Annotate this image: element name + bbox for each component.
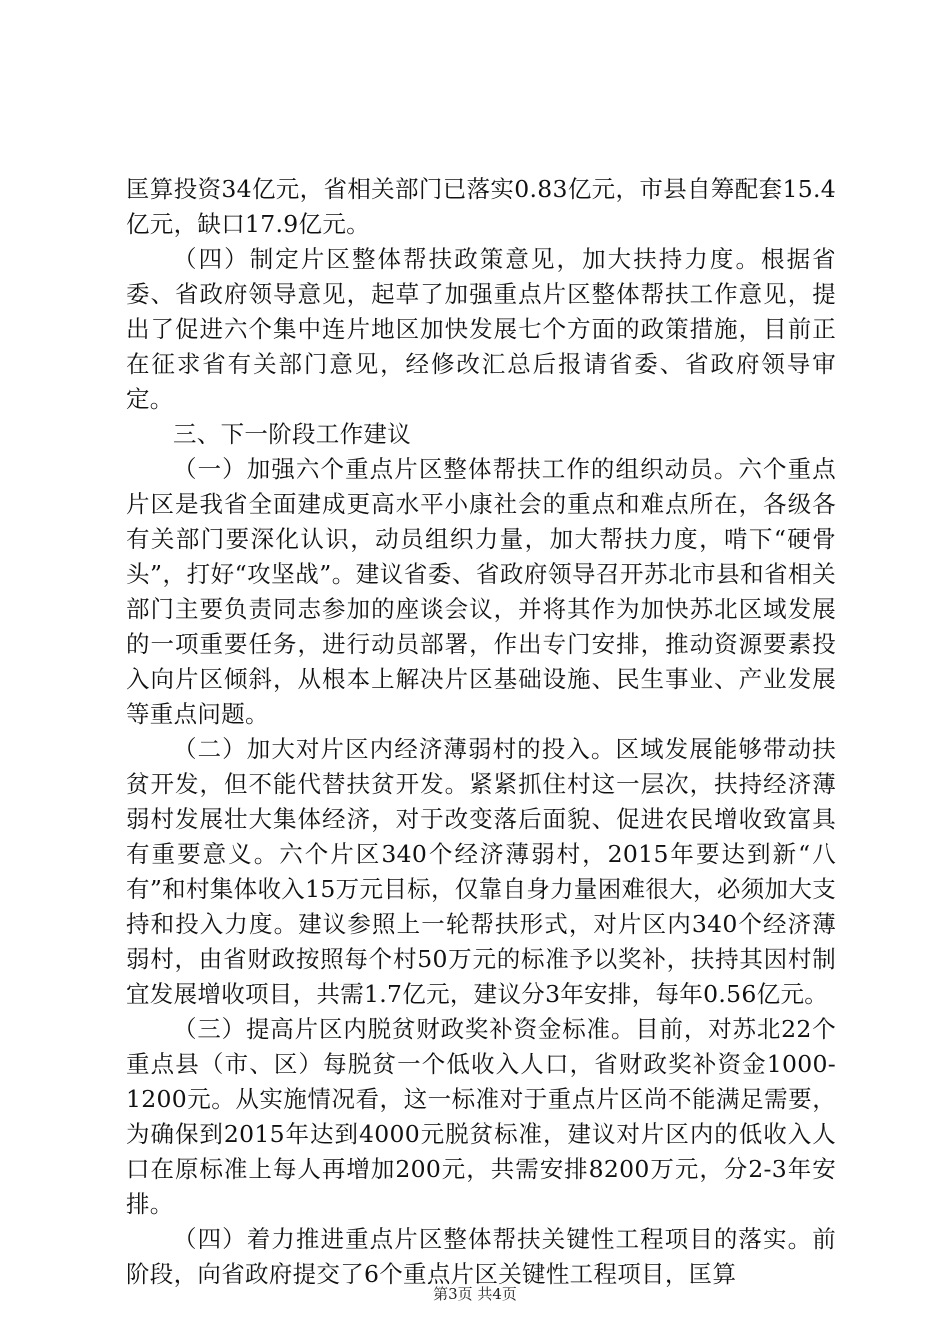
paragraph-suggestion-2: （二）加大对片区内经济薄弱村的投入。区域发展能够带动扶贫开发，但不能代替扶贫开发。紧紧抓住村这一层次，扶持经济薄弱村发展壮大集体经济，对于改变落后面貌、促进农民增收致富具有重要意义。六个片区340个经济薄弱村，2015年要达到新“八有”和村集体收入15万元目标，仅靠自身力量困难很大，必须加大支持和投入力度。建议参照上一轮帮扶形式，对片区内340个经济薄弱村，由省财政按照每个村50万元的标准予以奖补，扶持其因村制宜发展增收项目，共需1.7亿元，建议分3年安排，每年0.56亿元。 xyxy=(126,735,836,1008)
paragraph-section-4-policy: （四）制定片区整体帮扶政策意见，加大扶持力度。根据省委、省政府领导意见，起草了加强重点片区整体帮扶工作意见，提出了促进六个集中连片地区加快发展七个方面的政策措施，目前正在征求省有关部门意见，经修改汇总后报请省委、省政府领导审定。 xyxy=(126,245,836,413)
paragraph-suggestion-1: （一）加强六个重点片区整体帮扶工作的组织动员。六个重点片区是我省全面建成更高水平小康社会的重点和难点所在，各级各有关部门要深化认识，动员组织力量，加大帮扶力度，啃下“硬骨头”，打好“攻坚战”。建议省委、省政府领导召开苏北市县和省相关部门主要负责同志参加的座谈会议，并将其作为加快苏北区域发展的一项重要任务，进行动员部署，作出专门安排，推动资源要素投入向片区倾斜，从根本上解决片区基础设施、民生事业、产业发展等重点问题。 xyxy=(126,455,836,728)
document-body xyxy=(126,172,836,1292)
paragraph-continuation: 匡算投资34亿元，省相关部门已落实0.83亿元，市县自筹配套15.4亿元，缺口17.9亿元。 xyxy=(126,175,836,238)
section-heading-3: 三、下一阶段工作建议 xyxy=(173,420,411,448)
page-number-footer: 第3页 共4页 xyxy=(433,1285,517,1303)
paragraph-suggestion-3: （三）提高片区内脱贫财政奖补资金标准。目前，对苏北22个重点县（市、区）每脱贫一个低收入人口，省财政奖补资金1000-1200元。从实施情况看，这一标准对于重点片区尚不能满足需要，为确保到2015年达到4000元脱贫标准，建议对片区内的低收入人口在原标准上每人再增加200元，共需安排8200万元，分2-3年安排。 xyxy=(126,1015,836,1218)
paragraph-suggestion-4: （四）着力推进重点片区整体帮扶关键性工程项目的落实。前阶段，向省政府提交了6个重点片区关键性工程项目，匡算 xyxy=(126,1225,836,1288)
